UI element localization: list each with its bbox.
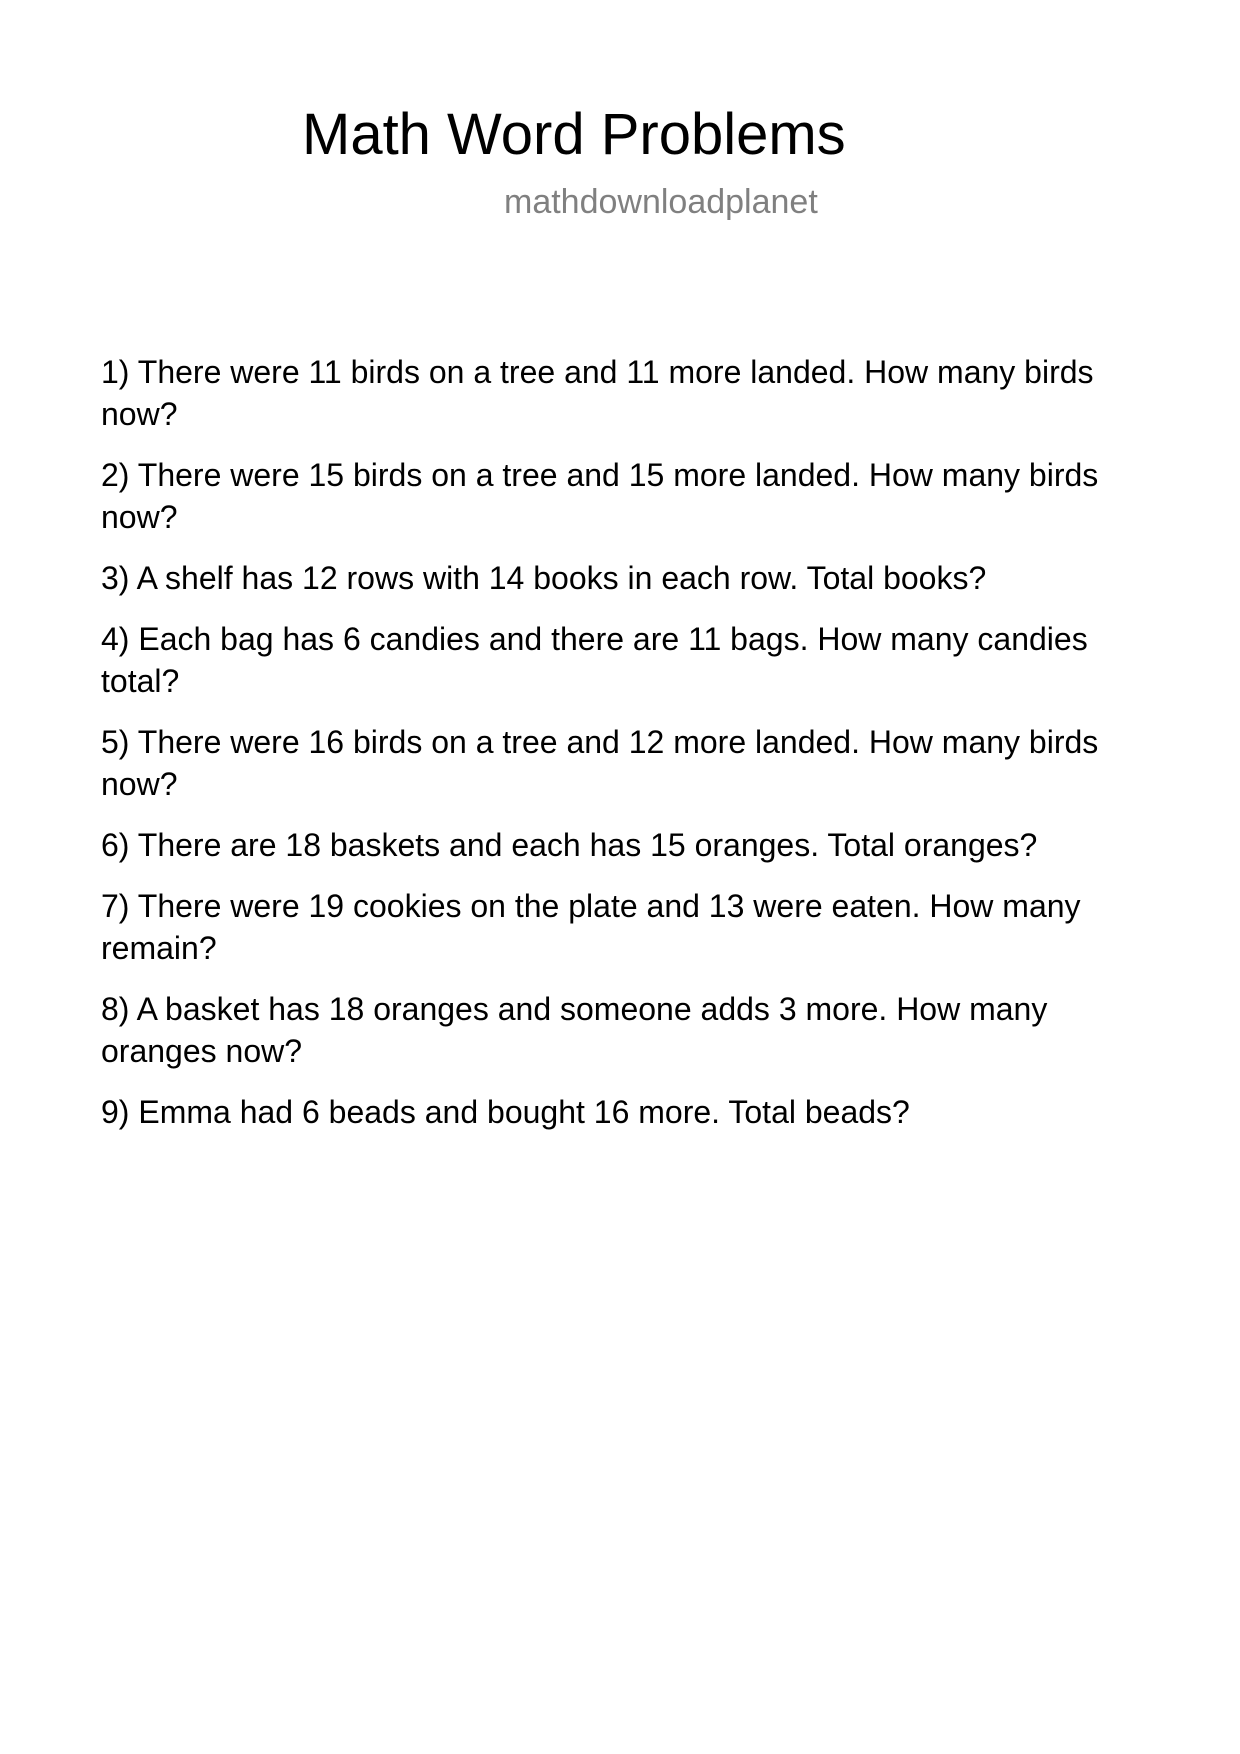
page-title: Math Word Problems xyxy=(302,102,846,167)
problem-item: 3) A shelf has 12 rows with 14 books in each row. Total books? xyxy=(101,560,987,596)
problem-list xyxy=(101,351,1171,1152)
problem-item: 9) Emma had 6 beads and bought 16 more. Total beads? xyxy=(101,1094,910,1130)
problem-item: 6) There are 18 baskets and each has 15 oranges. Total oranges? xyxy=(101,827,1038,863)
site-name: mathdownloadplanet xyxy=(504,183,818,221)
problem-item: 4) Each bag has 6 candies and there are 11 bags. How many candies total? xyxy=(101,621,1088,699)
problem-item: 7) There were 19 cookies on the plate and 13 were eaten. How many remain? xyxy=(101,888,1081,966)
problem-item: 2) There were 15 birds on a tree and 15 more landed. How many birds now? xyxy=(101,457,1099,535)
problem-item: 8) A basket has 18 oranges and someone adds 3 more. How many oranges now? xyxy=(101,991,1048,1069)
problem-item: 5) There were 16 birds on a tree and 12 more landed. How many birds now? xyxy=(101,724,1099,802)
problem-item: 1) There were 11 birds on a tree and 11 more landed. How many birds now? xyxy=(101,354,1094,432)
